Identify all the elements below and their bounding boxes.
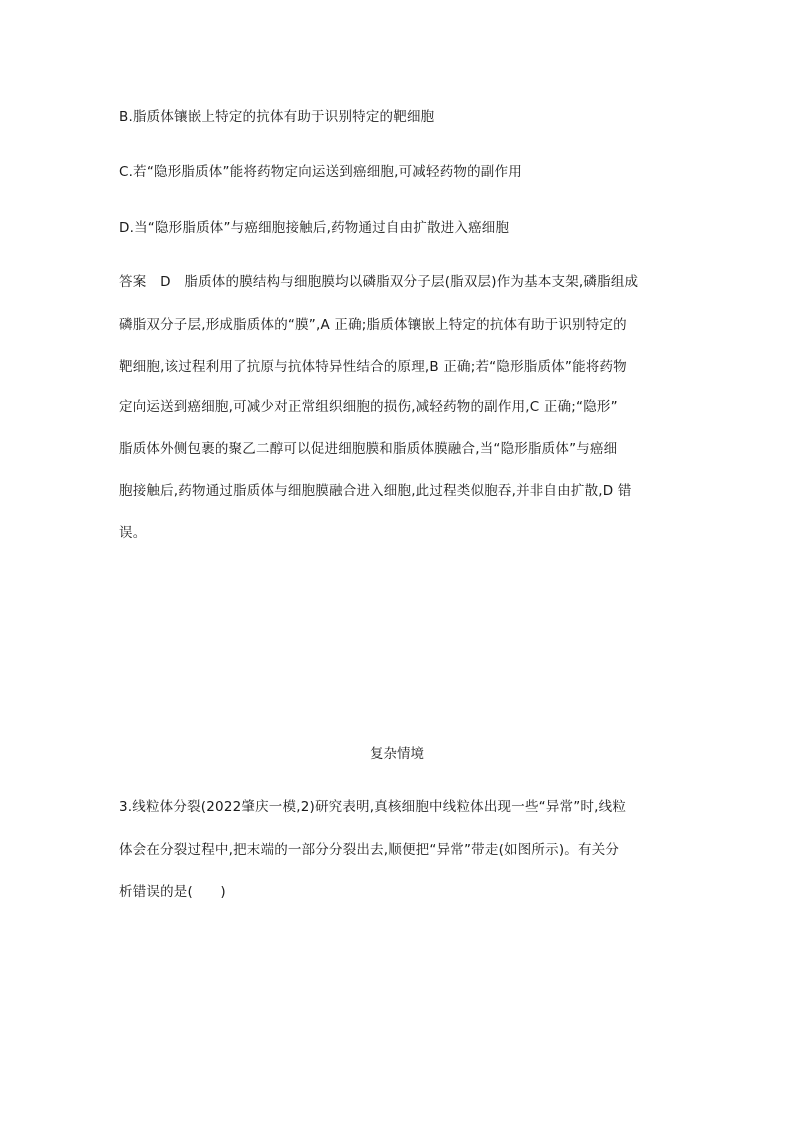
answer-line: 磷脂双分子层,形成脂质体的“膜”,A 正确;脂质体镶嵌上特定的抗体有助于识别特定的 <box>119 317 627 333</box>
answer-line: 误。 <box>119 525 147 541</box>
option-b: B.脂质体镶嵌上特定的抗体有助于识别特定的靶细胞 <box>119 109 435 125</box>
answer-line: 答案 D 脂质体的膜结构与细胞膜均以磷脂双分子层(脂双层)作为基本支架,磷脂组成 <box>119 274 639 290</box>
answer-line: 脂质体外侧包裹的聚乙二醇可以促进细胞膜和脂质体膜融合,当“隐形脂质体”与癌细 <box>119 441 618 457</box>
answer-line: 定向运送到癌细胞,可减少对正常组织细胞的损伤,减轻药物的副作用,C 正确;“隐形” <box>119 399 618 415</box>
question-line: 3.线粒体分裂(2022肇庆一模,2)研究表明,真核细胞中线粒体出现一些“异常”时,线粒 <box>119 799 627 815</box>
question-line: 析错误的是( ) <box>119 884 226 900</box>
question-line: 体会在分裂过程中,把末端的一部分分裂出去,顺便把“异常”带走(如图所示)。有关分 <box>119 842 620 858</box>
answer-line: 胞接触后,药物通过脂质体与细胞膜融合进入细胞,此过程类似胞吞,并非自由扩散,D 错 <box>119 483 632 499</box>
section-title: 复杂情境 <box>370 746 424 762</box>
answer-line: 靶细胞,该过程利用了抗原与抗体特异性结合的原理,B 正确;若“隐形脂质体”能将药物 <box>119 359 627 375</box>
option-c: C.若“隐形脂质体”能将药物定向运送到癌细胞,可减轻药物的副作用 <box>119 164 522 180</box>
option-d: D.当“隐形脂质体”与癌细胞接触后,药物通过自由扩散进入癌细胞 <box>119 220 510 236</box>
